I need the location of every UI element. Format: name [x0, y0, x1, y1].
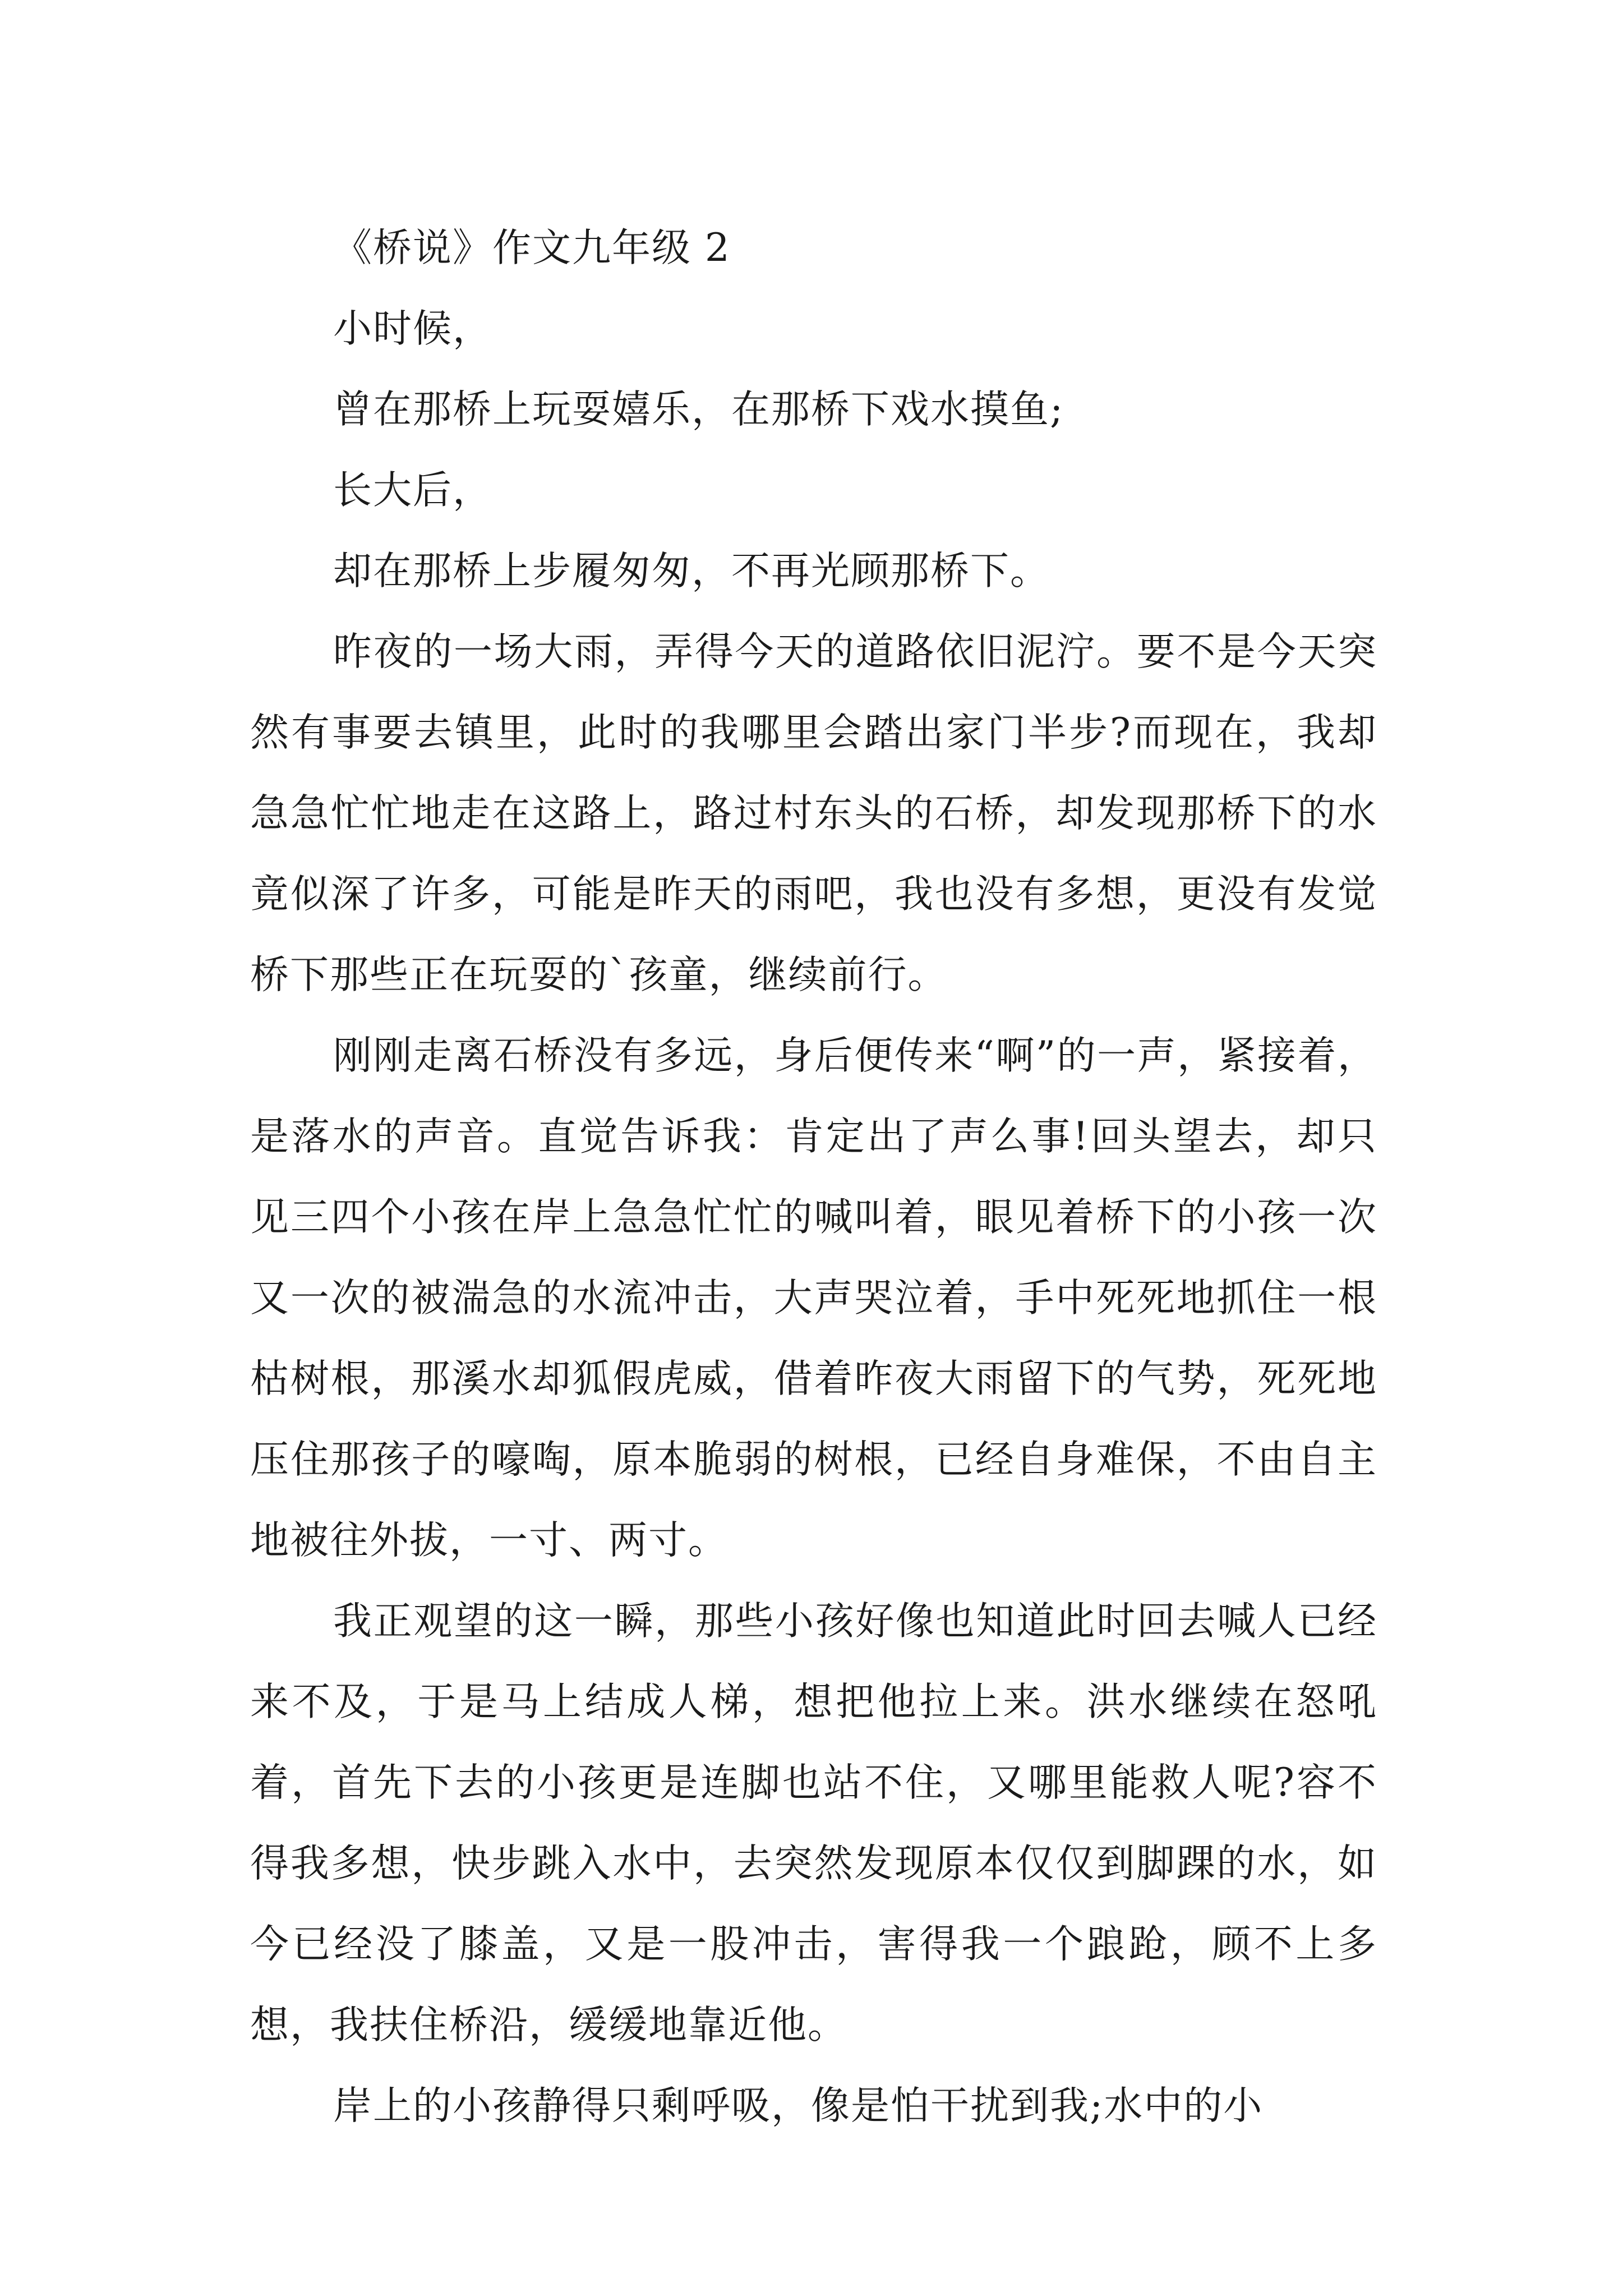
paragraph: 刚刚走离石桥没有多远，身后便传来“啊”的一声，紧接着，是落水的声音。直觉告诉我：肯定出了声么事!回头望去，却只见三四个小孩在岸上急急忙忙的喊叫着，眼见着桥下的小孩一次又一次的被湍急的水流冲击，大声哭泣着，手中死死地抓住一根枯树根，那溪水却狐假虎威，借着昨夜大雨留下的气势，死死地压住那孩子的嚎啕，原本脆弱的树根，已经自身难保，不由自主地被往外拔，一寸、两寸。 — [250, 1033, 1377, 1563]
poem-line: 却在那桥上步履匆匆，不再光顾那桥下。 — [333, 549, 1050, 593]
paragraph: 我正观望的这一瞬，那些小孩好像也知道此时回去喊人已经来不及，于是马上结成人梯，想把他拉上来。洪水继续在怒吼着，首先下去的小孩更是连脚也站不住，又哪里能救人呢?容不得我多想，快步跳入水中，去突然发现原本仅仅到脚踝的水，如今已经没了膝盖，又是一股冲击，害得我一个踉跄，顾不上多想，我扶住桥沿，缓缓地靠近他。 — [250, 1599, 1377, 2047]
document-title: 《桥说》作文九年级 2 — [333, 226, 731, 270]
poem-line: 小时候， — [333, 306, 492, 351]
paragraph: 昨夜的一场大雨，弄得今天的道路依旧泥泞。要不是今天突然有事要去镇里，此时的我哪里会踏出家门半步?而现在，我却急急忙忙地走在这路上，路过村东头的石桥，却发现那桥下的水竟似深了许多，可能是昨天的雨吧，我也没有多想，更没有发觉桥下那些正在玩耍的`孩童，继续前行。 — [250, 629, 1377, 997]
document-body — [250, 208, 1377, 2146]
paragraph: 岸上的小孩静得只剩呼吸，像是怕干扰到我;水中的小 — [333, 2083, 1264, 2128]
poem-line: 长大后， — [333, 468, 492, 513]
poem-line: 曾在那桥上玩耍嬉乐，在那桥下戏水摸鱼; — [333, 387, 1064, 432]
